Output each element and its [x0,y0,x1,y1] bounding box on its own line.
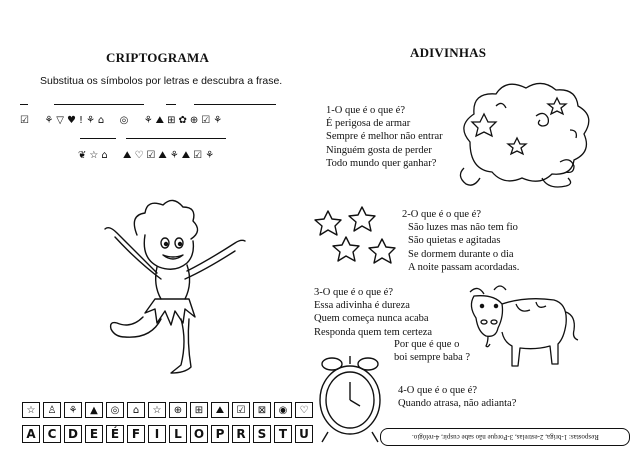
key-symbol: ◎ [106,402,124,418]
key-letter: I [148,425,166,443]
riddle-line: Quem começa nunca acaba [314,313,429,325]
key-letter: E [85,425,103,443]
answers-box [380,428,630,446]
answers-text: Respostas: 1-briga, 2-estrelas, 3-Porque não sabe cuspir, 4-relógio. [411,433,599,441]
criptograma-instruction: Substitua os símbolos por letras e descubra a frase. [40,75,283,87]
cipher-line-1: ☑ ⚘▽♥!⚘⌂ ◎ ⚘⛰⊞✿⊕☑⚘ [20,115,226,126]
riddle-line: Se dormem durante o dia [408,248,514,260]
riddle-line: Ninguém gosta de perder [326,144,432,156]
riddle-line: 3-O que é o que é? [314,287,394,298]
key-symbol: ▲ [85,402,103,418]
riddle-line: Todo mundo quer ganhar? [326,157,437,169]
riddle-line: Responda quem tem certeza [314,326,433,338]
key-symbol: ⊞ [190,402,208,418]
riddle-line: boi sempre baba ? [394,352,471,364]
key-letter: R [232,425,250,443]
riddle-line: A noite passam acordadas. [408,261,520,273]
riddle-line: Sempre é melhor não entrar [326,131,443,143]
riddle-line: Quando atrasa, não adianta? [398,398,517,410]
key-letter: F [127,425,145,443]
key-symbol: ☆ [22,402,40,418]
key-letter: P [211,425,229,443]
key-symbol: ☆ [148,402,166,418]
key-symbol: ⚘ [64,402,82,418]
riddle-line: 4-O que é o que é? [398,385,478,396]
fight-cloud-illustration [450,82,600,197]
alarm-clock-illustration [314,354,388,444]
riddle-2 [402,208,519,274]
key-symbol: ⌂ [127,402,145,418]
key-symbol: ♡ [295,402,313,418]
riddle-1 [326,104,443,170]
cipher-key-symbols [22,402,313,418]
key-symbol: ☑ [232,402,250,418]
riddle-4 [398,384,516,410]
riddle-line: Essa adivinha é dureza [314,300,410,312]
stars-illustration [312,205,402,277]
riddle-line: É perigosa de armar [326,118,411,130]
key-letter: C [43,425,61,443]
key-letter: S [253,425,271,443]
riddle-line: São quietas e agitadas [408,235,501,247]
ox-illustration [460,282,585,372]
riddle-3 [314,286,432,339]
cipher-key-letters [22,425,313,443]
key-letter: D [64,425,82,443]
riddle-line: 1-O que é o que é? [326,105,406,116]
riddle-line: Por que é que o [394,339,460,350]
key-symbol: ◉ [274,402,292,418]
key-symbol: ⊠ [253,402,271,418]
boy-illustration [95,195,265,385]
key-letter: É [106,425,124,443]
key-symbol: ⊕ [169,402,187,418]
key-letter: U [295,425,313,443]
adivinhas-title: ADIVINHAS [410,45,487,60]
key-symbol: ⛰ [211,402,229,418]
key-symbol: ♙ [43,402,61,418]
key-letter: A [22,425,40,443]
key-letter: T [274,425,292,443]
riddle-3-question [394,338,470,364]
key-letter: L [169,425,187,443]
cipher-line-2: ❦☆⌂ ⛰♡☑⛰⚘⛰☑⚘ [78,150,218,161]
criptograma-title: CRIPTOGRAMA [106,50,210,65]
riddle-line: 2-O que é o que é? [402,209,482,220]
key-letter: O [190,425,208,443]
riddle-line: São luzes mas não tem fio [408,222,518,234]
